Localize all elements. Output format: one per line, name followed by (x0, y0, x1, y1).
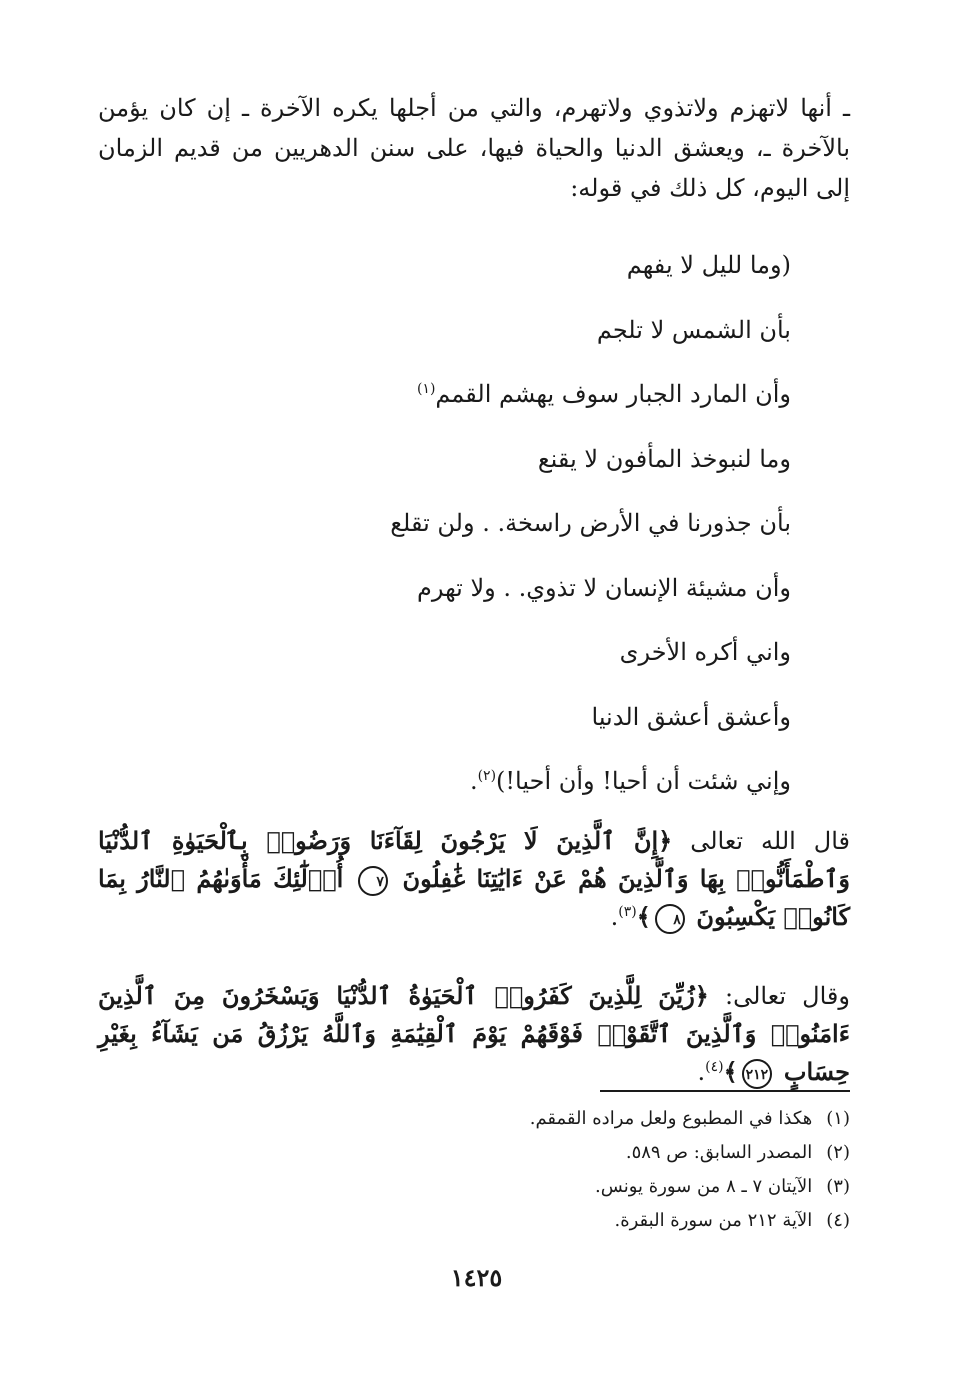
footnote-4 (98, 1204, 850, 1238)
footnote-1-text: هكذا في المطبوع ولعل مراده القمقم. (529, 1108, 813, 1129)
footnote-ref-3[interactable]: (٣) (618, 904, 637, 920)
footnote-1-number: (١) (826, 1108, 850, 1129)
page-number: ١٤٢٥ (450, 1263, 503, 1292)
ayah-number-212-marker: ٢١٢ (742, 1059, 773, 1089)
footnotes-section (98, 1102, 850, 1238)
poem-line-3-text: وأن المارد الجبار سوف يهشم القمم (435, 380, 791, 408)
ayah-number-8-marker: ٨ (655, 904, 685, 934)
footnote-2-text: المصدر السابق: ص ٥٨٩. (625, 1142, 813, 1163)
footnote-3-number: (٣) (826, 1176, 850, 1197)
poem-line-9-end: . (469, 767, 478, 795)
poem-line-2: بأن الشمس لا تلجم (596, 315, 791, 344)
quran-passage-2 (98, 977, 850, 1091)
quran-1-close-bracket: ﴾ (636, 902, 651, 931)
quran-2-end: . (697, 1058, 706, 1086)
poem-line-4: وما لنبوخذ المأفون لا يقنع (537, 444, 791, 473)
quran-1-verse-a: ﴿إِنَّ ٱلَّذِينَ لَا يَرْجُونَ لِقَآءَنَا وَرَضُوا۟ بِٱلْحَيَوٰةِ ٱلدُّنْيَا وَٱطْمَأَنُّوا۟ بِهَا وَٱلَّذِينَ هُمْ عَنْ ءَايَٰتِنَا غَٰفِلُونَ (98, 826, 850, 893)
quran-1-verse-b: أُو۟لَٰٓئِكَ مَأْوَىٰهُمُ ٱلنَّارُ بِمَا كَانُوا۟ يَكْسِبُونَ (98, 864, 850, 931)
poem-line-3 (191, 374, 791, 439)
poem-line-6: وأن مشيئة الإنسان لا تذوي. . ولا تهرم (416, 573, 791, 602)
poem-line-9 (191, 761, 791, 826)
footnote-3-text: الآيتان ٧ ـ ٨ من سورة يونس. (595, 1176, 813, 1197)
poem-line-8: وأعشق أعشق الدنيا (591, 702, 791, 731)
footnote-2-number: (٢) (826, 1142, 850, 1163)
quran-1-intro: قال الله تعالى (690, 827, 850, 855)
footnote-3 (98, 1170, 850, 1204)
poem-block (191, 245, 791, 826)
footnote-ref-2[interactable]: (٢) (477, 768, 497, 784)
quran-passage-1 (98, 822, 850, 936)
footnote-ref-1[interactable]: (١) (416, 381, 436, 397)
poem-line-1: (وما لليل لا يفهم (626, 251, 791, 279)
footnote-ref-4[interactable]: (٤) (705, 1059, 724, 1075)
quran-2-verse: ﴿زُيِّنَ لِلَّذِينَ كَفَرُوا۟ ٱلْحَيَوٰةُ ٱلدُّنْيَا وَيَسْخَرُونَ مِنَ ٱلَّذِينَ ءَامَنُوا۟ وَٱلَّذِينَ ٱتَّقَوْا۟ فَوْقَهُمْ يَوْمَ ٱلْقِيَٰمَةِ وَٱللَّهُ يَرْزُقُ مَن يَشَآءُ بِغَيْرِ حِسَابٍ (98, 981, 850, 1086)
poem-line-5: بأن جذورنا في الأرض راسخة. . ولن تقلع (390, 509, 791, 537)
poem-line-9-text: وإني شئت أن أحيا! وأن أحيا!) (496, 767, 791, 795)
poem-line-7: واني أكره الأخرى (619, 638, 791, 666)
quran-1-end: . (610, 903, 619, 931)
footnote-separator (600, 1090, 850, 1092)
quran-2-intro: وقال تعالى: (725, 982, 850, 1010)
quran-2-close-bracket: ﴾ (723, 1057, 738, 1086)
footnote-2 (98, 1136, 850, 1170)
footnote-4-number: (٤) (826, 1210, 850, 1231)
ayah-number-7-marker: ٧ (358, 866, 388, 896)
footnote-4-text: الآية ٢١٢ من سورة البقرة. (614, 1210, 813, 1231)
footnote-1 (98, 1102, 850, 1136)
intro-paragraph: ـ أنها لاتهزم ولاتذوي ولاتهرم، والتي من أجلها يكره الآخرة ـ إن كان يؤمن بالآخرة ـ، ويعشق الدنيا والحياة فيها، على سنن الدهريين من قديم الزمان إلى اليوم، كل ذلك في قوله: (98, 94, 850, 202)
